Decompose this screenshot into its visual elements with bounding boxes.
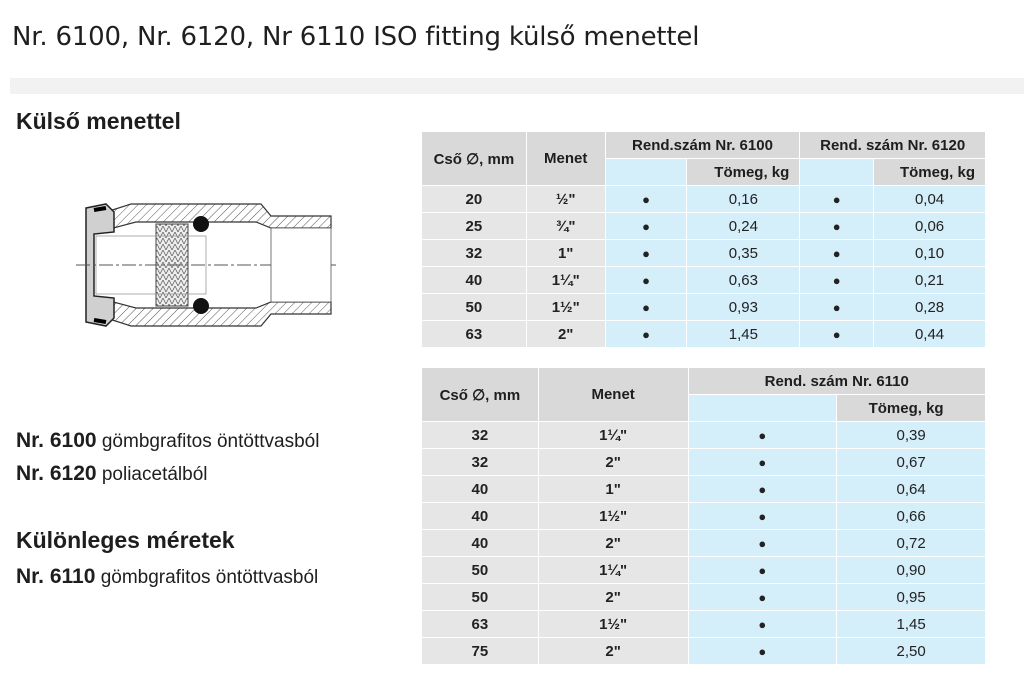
weight-cell: 0,24 [687, 213, 800, 240]
pipe-cell: 32 [422, 422, 539, 449]
table-row [422, 186, 986, 213]
table-row [422, 638, 986, 665]
thread-cell: 1½" [538, 611, 688, 638]
weight-cell: 0,16 [687, 186, 800, 213]
pipe-cell: 32 [422, 449, 539, 476]
weight-cell: 0,63 [687, 267, 800, 294]
available-dot-icon: ● [688, 557, 837, 584]
thread-cell: 1" [538, 476, 688, 503]
thread-cell: 2" [526, 321, 605, 348]
section-heading: Külső menettel [16, 108, 181, 134]
thread-cell: ¾" [526, 213, 605, 240]
table-row [422, 321, 986, 348]
thread-cell: 2" [538, 449, 688, 476]
weight-cell: 0,66 [837, 503, 986, 530]
weight-cell: 0,04 [874, 186, 986, 213]
material-line-6120 [16, 462, 208, 486]
thread-cell: 2" [538, 584, 688, 611]
weight-cell: 1,45 [687, 321, 800, 348]
pipe-cell: 25 [422, 213, 527, 240]
table-row [422, 503, 986, 530]
table-row [422, 530, 986, 557]
column-header-pipe: Cső ∅, mm [422, 132, 527, 186]
available-dot-icon: ● [605, 213, 687, 240]
pipe-cell: 20 [422, 186, 527, 213]
material-text: gömbgrafitos öntöttvasból [101, 431, 320, 452]
column-header-order-6110 [688, 395, 837, 422]
pipe-cell: 40 [422, 530, 539, 557]
table-row [422, 557, 986, 584]
table-row [422, 240, 986, 267]
pipe-cell: 40 [422, 503, 539, 530]
table-row [422, 611, 986, 638]
pipe-cell: 50 [422, 557, 539, 584]
available-dot-icon: ● [800, 294, 874, 321]
column-header-thread: Menet [526, 132, 605, 186]
weight-cell: 0,93 [687, 294, 800, 321]
available-dot-icon: ● [605, 321, 687, 348]
available-dot-icon: ● [605, 240, 687, 267]
pipe-cell: 75 [422, 638, 539, 665]
weight-cell: 0,72 [837, 530, 986, 557]
table-row [422, 422, 986, 449]
pipe-cell: 50 [422, 294, 527, 321]
available-dot-icon: ● [688, 530, 837, 557]
column-header-order-6100 [605, 159, 687, 186]
available-dot-icon: ● [605, 267, 687, 294]
table-row [422, 449, 986, 476]
table-row [422, 267, 986, 294]
weight-cell: 0,64 [837, 476, 986, 503]
title-divider [10, 78, 1024, 94]
column-header-order-6120 [800, 159, 874, 186]
available-dot-icon: ● [688, 638, 837, 665]
table-row [422, 584, 986, 611]
material-text: gömbgrafitos öntöttvasból [100, 567, 319, 588]
pipe-cell: 63 [422, 611, 539, 638]
available-dot-icon: ● [688, 449, 837, 476]
available-dot-icon: ● [800, 321, 874, 348]
available-dot-icon: ● [688, 584, 837, 611]
column-header-weight-6110: Tömeg, kg [837, 395, 986, 422]
weight-cell: 0,21 [874, 267, 986, 294]
thread-cell: ½" [526, 186, 605, 213]
available-dot-icon: ● [688, 422, 837, 449]
pipe-cell: 40 [422, 476, 539, 503]
pipe-cell: 63 [422, 321, 527, 348]
weight-cell: 0,06 [874, 213, 986, 240]
column-header-weight-6120: Tömeg, kg [874, 159, 986, 186]
column-header-thread: Menet [538, 368, 688, 422]
material-line-6100 [16, 429, 319, 453]
pipe-cell: 40 [422, 267, 527, 294]
table-row [422, 294, 986, 321]
column-header-pipe: Cső ∅, mm [422, 368, 539, 422]
weight-cell: 0,67 [837, 449, 986, 476]
thread-cell: 1¼" [526, 267, 605, 294]
available-dot-icon: ● [800, 186, 874, 213]
group-header-6100: Rend.szám Nr. 6100 [605, 132, 800, 159]
material-number: Nr. 6100 [16, 429, 97, 452]
available-dot-icon: ● [800, 267, 874, 294]
weight-cell: 0,10 [874, 240, 986, 267]
pipe-cell: 50 [422, 584, 539, 611]
available-dot-icon: ● [688, 503, 837, 530]
available-dot-icon: ● [688, 476, 837, 503]
group-header-6110: Rend. szám Nr. 6110 [688, 368, 985, 395]
weight-cell: 0,95 [837, 584, 986, 611]
thread-cell: 1¼" [538, 557, 688, 584]
available-dot-icon: ● [800, 213, 874, 240]
table-row [422, 213, 986, 240]
thread-cell: 1½" [538, 503, 688, 530]
available-dot-icon: ● [605, 186, 687, 213]
thread-cell: 1" [526, 240, 605, 267]
material-line-6110 [16, 565, 318, 589]
weight-cell: 2,50 [837, 638, 986, 665]
weight-cell: 0,90 [837, 557, 986, 584]
pipe-cell: 32 [422, 240, 527, 267]
group-header-6120: Rend. szám Nr. 6120 [800, 132, 986, 159]
weight-cell: 0,28 [874, 294, 986, 321]
thread-cell: 1½" [526, 294, 605, 321]
thread-cell: 1¼" [538, 422, 688, 449]
available-dot-icon: ● [688, 611, 837, 638]
material-number: Nr. 6110 [16, 565, 96, 588]
thread-cell: 2" [538, 638, 688, 665]
weight-cell: 1,45 [837, 611, 986, 638]
special-sizes-heading: Különleges méretek [16, 527, 235, 553]
fitting-cross-section-drawing [76, 190, 336, 340]
spec-table-6100-6120 [421, 131, 986, 348]
page-title: Nr. 6100, Nr. 6120, Nr 6110 ISO fitting külső menettel [12, 22, 700, 52]
material-text: poliacetálból [101, 464, 208, 485]
available-dot-icon: ● [800, 240, 874, 267]
column-header-weight-6100: Tömeg, kg [687, 159, 800, 186]
weight-cell: 0,44 [874, 321, 986, 348]
weight-cell: 0,39 [837, 422, 986, 449]
table-row [422, 476, 986, 503]
spec-table-6110 [421, 367, 986, 665]
thread-cell: 2" [538, 530, 688, 557]
weight-cell: 0,35 [687, 240, 800, 267]
material-number: Nr. 6120 [16, 462, 97, 485]
available-dot-icon: ● [605, 294, 687, 321]
